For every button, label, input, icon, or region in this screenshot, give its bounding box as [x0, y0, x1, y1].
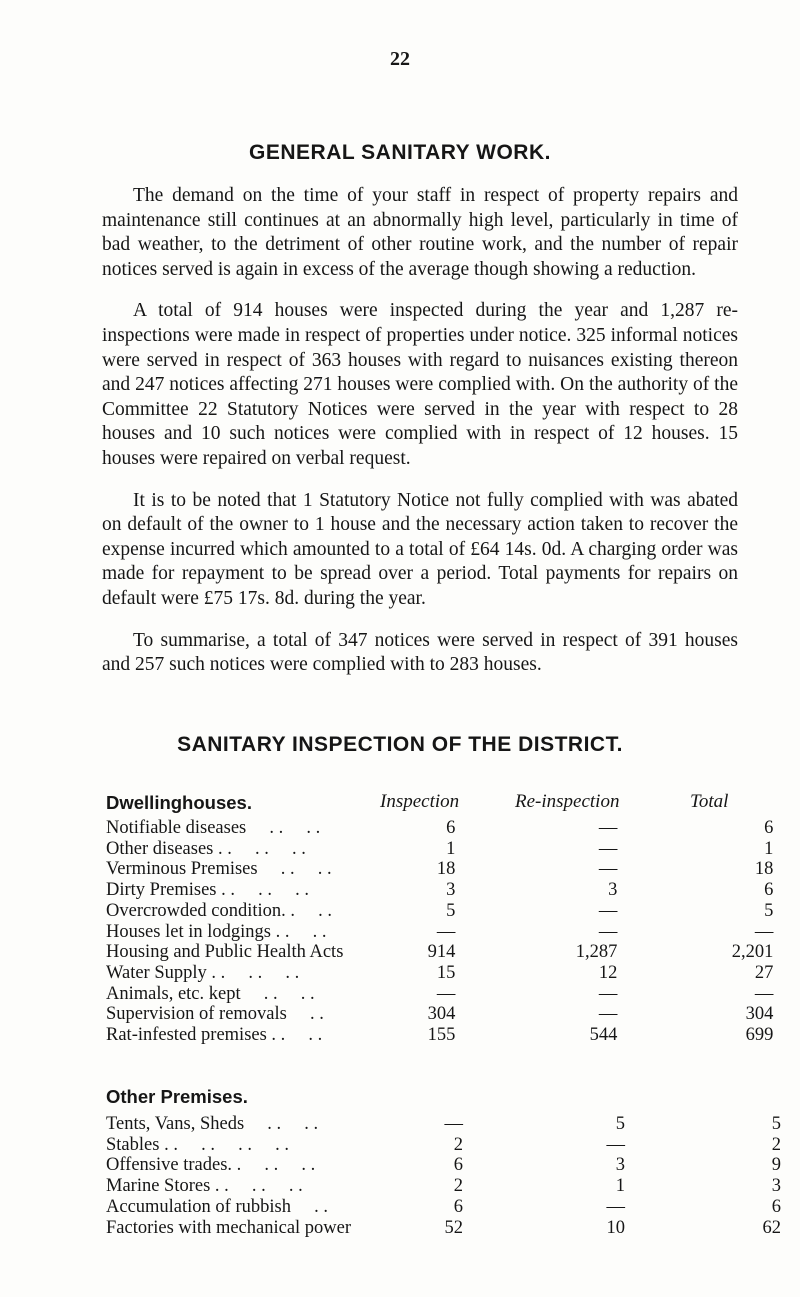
- reinspection-value: —: [598, 900, 618, 921]
- total-value: 2: [771, 1134, 782, 1155]
- reinspection-value: 12: [598, 962, 618, 983]
- inspection-value: —: [436, 921, 456, 942]
- table-row: [106, 1135, 781, 1156]
- row-label: Water Supply . . . . . .: [106, 962, 300, 983]
- inspection-value: 5: [446, 900, 456, 921]
- inspection-value: 304: [427, 1004, 456, 1025]
- column-header-reinspection: Re-inspection: [515, 791, 620, 812]
- inspection-value: 52: [444, 1217, 464, 1238]
- reinspection-value: —: [598, 818, 618, 838]
- column-header-inspection: Inspection: [380, 791, 460, 812]
- table-row: [106, 1004, 773, 1025]
- reinspection-value: —: [606, 1196, 626, 1217]
- table-row: [106, 922, 773, 943]
- page-number: 22: [390, 48, 410, 70]
- column-header-total: Total: [690, 791, 729, 812]
- inspection-value: 6: [446, 818, 456, 838]
- inspection-value: 6: [453, 1196, 464, 1217]
- reinspection-value: —: [598, 838, 618, 859]
- total-value: 62: [762, 1217, 782, 1238]
- total-value: 6: [771, 1196, 782, 1217]
- reinspection-value: 1: [615, 1176, 626, 1197]
- inspection-value: —: [436, 983, 456, 1004]
- table-row: [106, 1197, 781, 1218]
- reinspection-value: —: [598, 921, 618, 942]
- total-value: 18: [754, 859, 774, 880]
- row-label: Housing and Public Health Acts: [106, 942, 344, 963]
- reinspection-value: 10: [606, 1217, 626, 1238]
- other-premises-table: [106, 1114, 781, 1238]
- row-label: Houses let in lodgings . . . .: [106, 921, 327, 942]
- reinspection-value: —: [598, 859, 618, 880]
- row-label: Factories with mechanical power: [106, 1217, 352, 1238]
- total-value: 6: [764, 880, 774, 901]
- total-value: 3: [771, 1176, 782, 1197]
- table-row: [106, 818, 773, 839]
- paragraph-2: A total of 914 houses were inspected during the year and 1,287 re-inspections were made in respect of properties under notice. 325 informal notices were served in respect of 363 houses with regard to nuisances existing thereon and 247 notices affecting 271 houses were complied with. On the authority of the Committee 22 Statutory Notices were served in the year with respect to 28 houses and 10 such notices were complied with in respect of 12 houses. 15 houses were repaired on verbal request.: [102, 300, 738, 469]
- row-label: Overcrowded condition. . . .: [106, 900, 333, 921]
- reinspection-value: —: [598, 1004, 618, 1025]
- inspection-value: 1: [446, 838, 456, 859]
- table-row: [106, 942, 773, 963]
- table-row: [106, 1176, 781, 1197]
- inspection-value: 155: [427, 1025, 456, 1046]
- inspection-value: 914: [427, 942, 456, 963]
- reinspection-value: 3: [608, 880, 618, 901]
- dwellinghouses-table: [106, 818, 773, 1046]
- table-row: [106, 1114, 781, 1135]
- inspection-value: 2: [453, 1134, 464, 1155]
- dwellinghouses-heading: Dwellinghouses.: [106, 792, 252, 813]
- table-row: [106, 1025, 773, 1046]
- total-value: 6: [764, 818, 774, 838]
- total-value: 9: [771, 1155, 782, 1176]
- row-label: Offensive trades. . . . . .: [106, 1155, 316, 1176]
- row-label: Notifiable diseases . . . .: [106, 818, 321, 838]
- row-label: Accumulation of rubbish . .: [106, 1196, 328, 1217]
- paragraph-3: It is to be noted that 1 Statutory Notice not fully complied with was abated on default of the owner to 1 house and the necessary action taken to recover the expense incurred which amounted to a total of £64 14s. 0d. A charging order was made for repayment to be spread over a period. Total payments for repairs on default were £75 17s. 8d. during the year.: [102, 489, 738, 609]
- table-row: [106, 880, 773, 901]
- paragraph-1: The demand on the time of your staff in respect of property repairs and maintenance still continues at an abnormally high level, particularly in time of bad weather, to the detriment of other routine work, and the number of repair notices served is again in excess of the average though showing a reduction.: [102, 185, 738, 280]
- row-label: Tents, Vans, Sheds . . . .: [106, 1114, 319, 1134]
- other-premises-heading: Other Premises.: [106, 1086, 248, 1107]
- body-text: [102, 184, 738, 695]
- total-value: 1: [764, 838, 774, 859]
- paragraph-4: To summarise, a total of 347 notices were served in respect of 391 houses and 257 such notices were complied with to 283 houses.: [102, 629, 738, 676]
- inspection-value: 6: [453, 1155, 464, 1176]
- total-value: 5: [764, 900, 774, 921]
- row-label: Verminous Premises . . . .: [106, 859, 332, 880]
- inspection-value: 2: [453, 1176, 464, 1197]
- table-row: [106, 901, 773, 922]
- total-value: 27: [754, 962, 774, 983]
- row-label: Other diseases . . . . . .: [106, 838, 306, 859]
- inspection-value: 15: [436, 962, 456, 983]
- inspection-value: 18: [436, 859, 456, 880]
- reinspection-value: 544: [589, 1025, 618, 1046]
- total-value: 5: [771, 1114, 782, 1134]
- inspection-value: —: [444, 1114, 464, 1134]
- total-value: —: [754, 983, 774, 1004]
- reinspection-value: —: [606, 1134, 626, 1155]
- total-value: 304: [745, 1004, 774, 1025]
- row-label: Marine Stores . . . . . .: [106, 1176, 303, 1197]
- table-row: [106, 1218, 781, 1239]
- row-label: Dirty Premises . . . . . .: [106, 880, 309, 901]
- table-row: [106, 1155, 781, 1176]
- reinspection-value: —: [598, 983, 618, 1004]
- table-row: [106, 859, 773, 880]
- table-row: [106, 984, 773, 1005]
- table-title: SANITARY INSPECTION OF THE DISTRICT.: [177, 733, 623, 756]
- inspection-value: 3: [446, 880, 456, 901]
- reinspection-value: 5: [615, 1114, 626, 1134]
- reinspection-value: 1,287: [575, 942, 618, 963]
- table-row: [106, 839, 773, 860]
- total-value: 2,201: [731, 942, 774, 963]
- row-label: Animals, etc. kept . . . .: [106, 983, 315, 1004]
- table-row: [106, 963, 773, 984]
- total-value: 699: [745, 1025, 774, 1046]
- total-value: —: [754, 921, 774, 942]
- row-label: Supervision of removals . .: [106, 1004, 324, 1025]
- row-label: Rat-infested premises . . . .: [106, 1025, 323, 1046]
- row-label: Stables . . . . . . . .: [106, 1134, 289, 1155]
- reinspection-value: 3: [615, 1155, 626, 1176]
- section-title: GENERAL SANITARY WORK.: [249, 141, 551, 164]
